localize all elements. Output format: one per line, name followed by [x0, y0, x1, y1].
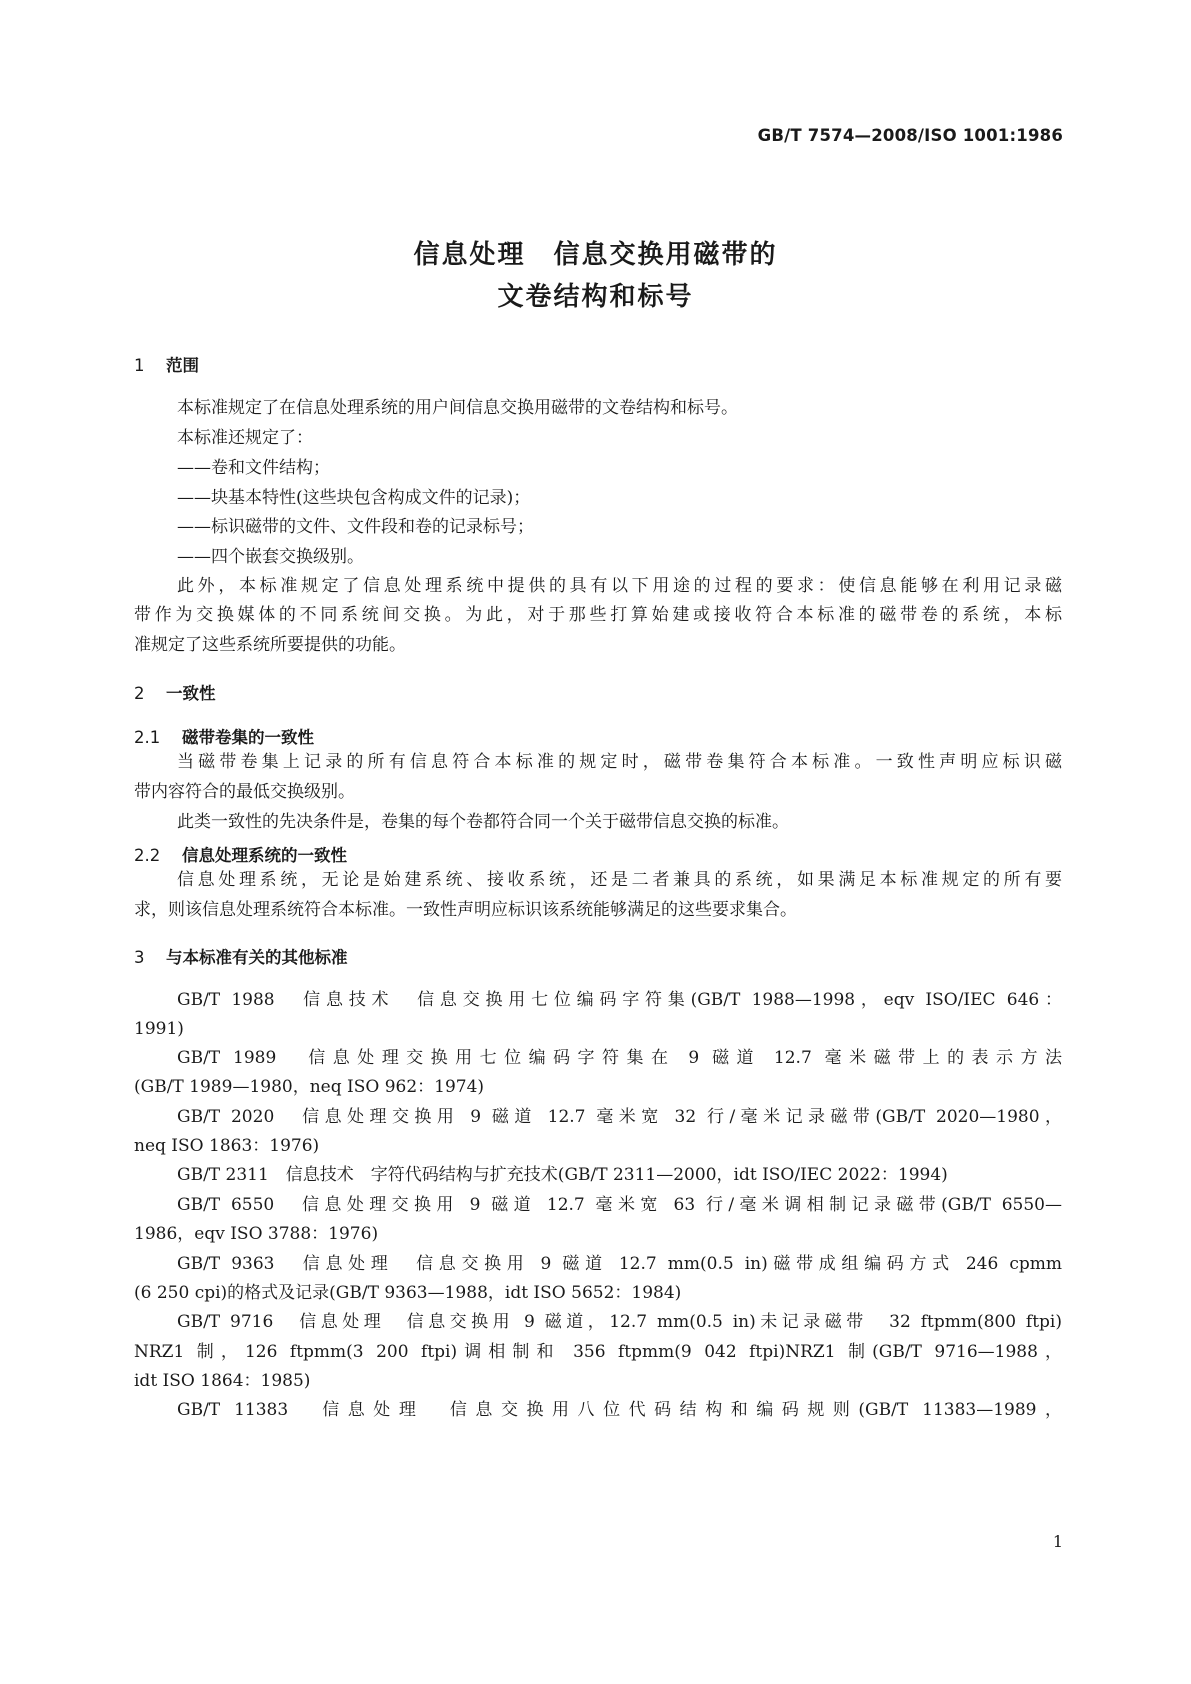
reference-line: neq ISO 1863：1976)	[134, 1136, 320, 1156]
reference-line: (GB/T 1989—1980，neq ISO 962：1974)	[134, 1077, 485, 1097]
reference-line: GB/T 2311 信息技术 字符代码结构与扩充技术(GB/T 2311—2000，idt ISO/IEC 2022：1994)	[177, 1165, 948, 1185]
section-title: 范围	[166, 356, 199, 375]
list-item: ——四个嵌套交换级别。	[177, 547, 364, 567]
section-2-heading	[134, 680, 216, 704]
reference-line: GB/T 2020 信息处理交换用 9 磁道 12.7 毫米宽 32 行/毫米记录磁带(GB/T 2020—1980，	[177, 1107, 1062, 1127]
document-title-line-2: 文卷结构和标号	[497, 282, 694, 312]
list-item: ——标识磁带的文件、文件段和卷的记录标号；	[177, 517, 534, 537]
reference-line: (6 250 cpi)的格式及记录(GB/T 9363—1988，idt ISO 5652：1984)	[134, 1283, 682, 1303]
list-item: ——块基本特性(这些块包含构成文件的记录)；	[177, 488, 531, 508]
paragraph-line: 带作为交换媒体的不同系统间交换。为此，对于那些打算始建或接收符合本标准的磁带卷的系统，本标	[134, 605, 1062, 625]
section-3-heading	[134, 944, 348, 968]
paragraph-line: 此类一致性的先决条件是，卷集的每个卷都符合同一个关于磁带信息交换的标准。	[177, 812, 789, 832]
section-number: 2.1	[134, 728, 161, 747]
standard-code-header: GB/T 7574—2008/ISO 1001:1986	[757, 126, 1063, 145]
reference-line: GB/T 6550 信息处理交换用 9 磁道 12.7 毫米宽 63 行/毫米调相制记录磁带(GB/T 6550—	[177, 1195, 1062, 1215]
paragraph-line: 本标准还规定了：	[177, 428, 313, 448]
reference-line: GB/T 1988 信息技术 信息交换用七位编码字符集(GB/T 1988—1998，eqv ISO/IEC 646：	[177, 990, 1062, 1010]
paragraph-line: 当磁带卷集上记录的所有信息符合本标准的规定时，磁带卷集符合本标准。一致性声明应标识磁	[177, 752, 1062, 772]
section-title: 一致性	[166, 684, 216, 703]
page-number: 1	[1052, 1532, 1063, 1551]
reference-line: GB/T 9363 信息处理 信息交换用 9 磁道 12.7 mm(0.5 in)磁带成组编码方式 246 cpmm	[177, 1254, 1062, 1274]
reference-line: GB/T 11383 信息处理 信息交换用八位代码结构和编码规则(GB/T 11383—1989，	[177, 1400, 1062, 1420]
reference-line: GB/T 9716 信息处理 信息交换用 9 磁道，12.7 mm(0.5 in)未记录磁带 32 ftpmm(800 ftpi)	[177, 1312, 1062, 1332]
reference-line: idt ISO 1864：1985)	[134, 1371, 311, 1391]
paragraph-line: 本标准规定了在信息处理系统的用户间信息交换用磁带的文卷结构和标号。	[177, 398, 738, 418]
paragraph-line: 带内容符合的最低交换级别。	[134, 782, 355, 802]
paragraph-line: 信息处理系统，无论是始建系统、接收系统，还是二者兼具的系统，如果满足本标准规定的所有要	[177, 870, 1062, 890]
section-2-1-heading	[134, 724, 314, 748]
document-title-line-1: 信息处理 信息交换用磁带的	[413, 240, 778, 270]
reference-line: NRZ1 制，126 ftpmm(3 200 ftpi)调相制和 356 ftpmm(9 042 ftpi)NRZ1 制(GB/T 9716—1988，	[134, 1342, 1062, 1362]
reference-line: 1991)	[134, 1019, 184, 1039]
section-number: 2.2	[134, 846, 161, 865]
reference-line: 1986，eqv ISO 3788：1976)	[134, 1224, 379, 1244]
section-title: 磁带卷集的一致性	[182, 728, 314, 747]
section-2-2-heading	[134, 842, 347, 866]
section-number: 3	[134, 948, 145, 967]
section-1-heading	[134, 352, 199, 376]
section-number: 2	[134, 684, 145, 703]
list-item: ——卷和文件结构；	[177, 458, 330, 478]
section-number: 1	[134, 356, 145, 375]
section-title: 与本标准有关的其他标准	[166, 948, 348, 967]
reference-line: GB/T 1989 信息处理交换用七位编码字符集在 9 磁道 12.7 毫米磁带上的表示方法	[177, 1048, 1062, 1068]
paragraph-line: 求，则该信息处理系统符合本标准。一致性声明应标识该系统能够满足的这些要求集合。	[134, 900, 797, 920]
paragraph-line: 此外，本标准规定了信息处理系统中提供的具有以下用途的过程的要求：使信息能够在利用记录磁	[177, 576, 1062, 596]
section-title: 信息处理系统的一致性	[182, 846, 347, 865]
paragraph-line: 准规定了这些系统所要提供的功能。	[134, 635, 406, 655]
